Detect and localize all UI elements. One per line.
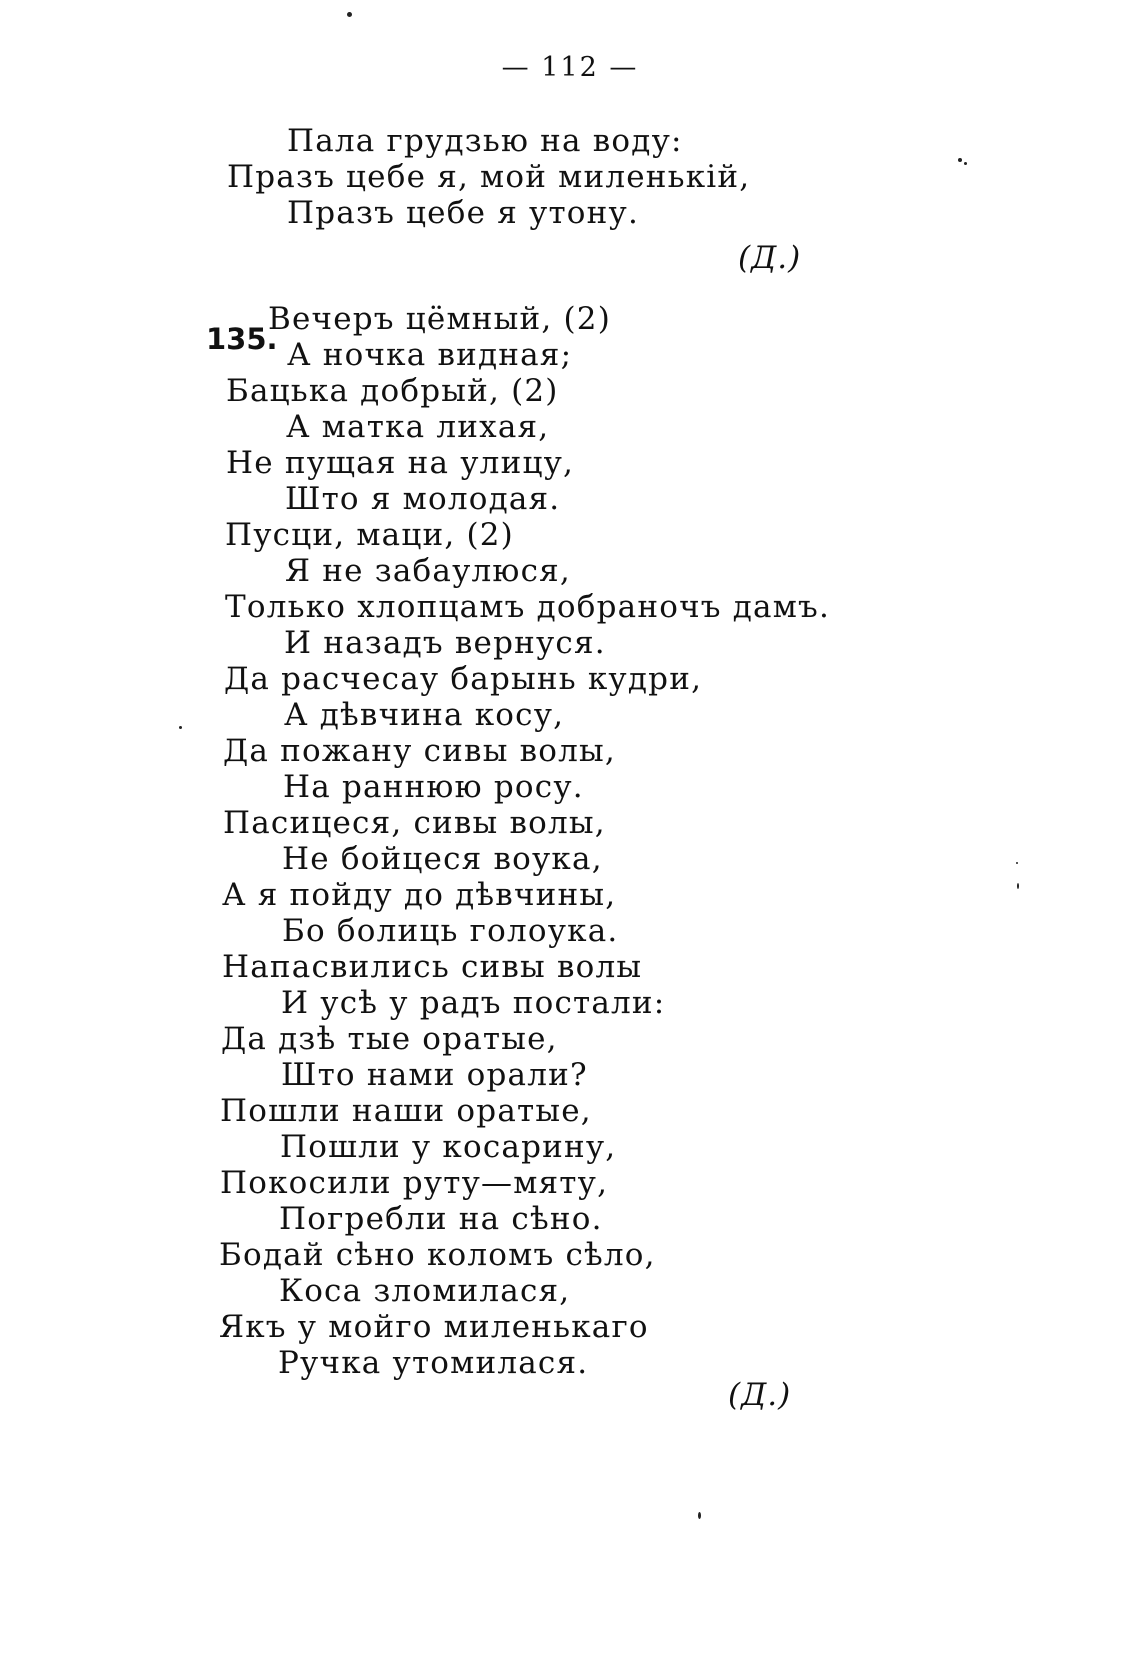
verse-line: А матка лихая, [286, 409, 550, 445]
poem-number: 135. [206, 322, 278, 356]
scan-speck [179, 726, 182, 729]
verse-line: Да пожану сивы волы, [223, 733, 616, 769]
verse-line: А ночка видная; [287, 337, 573, 373]
verse-line: Погребли на сѣно. [279, 1201, 603, 1237]
verse-line: А дѣвчина косу, [284, 697, 565, 733]
verse-line: Пошли наши оратые, [220, 1093, 592, 1129]
verse-line: Только хлопцамъ добраночъ дамъ. [225, 589, 831, 625]
scan-speck [698, 1512, 701, 1519]
verse-line: Я не забаулюся, [285, 553, 571, 589]
verse-line: Што я молодая. [285, 481, 561, 517]
verse-line: Коса зломилася, [279, 1273, 571, 1309]
scan-speck [347, 12, 352, 17]
scan-speck [964, 162, 967, 165]
verse-line: Пасицеся, сивы волы, [223, 805, 606, 841]
verse-line: Не бойцеся воука, [282, 841, 603, 877]
verse-line: Бацька добрый, (2) [226, 373, 559, 409]
verse-line: И усѣ у радъ постали: [281, 985, 666, 1021]
verse-line: Вечеръ цёмный, (2) [268, 301, 611, 337]
verse-line: А я пойду до дѣвчины, [222, 877, 617, 913]
scan-speck [958, 158, 962, 162]
attribution: (Д.) [728, 1377, 792, 1413]
verse-line: Бодай сѣно коломъ сѣло, [219, 1237, 656, 1273]
verse-line: Бо болиць голоука. [282, 913, 619, 949]
verse-line: И назадъ вернуся. [284, 625, 606, 661]
verse-line: Пала грудзью на воду: [287, 123, 683, 159]
verse-line: Што нами орали? [281, 1057, 588, 1093]
verse-line: На раннюю росу. [283, 769, 584, 805]
page-number: — 112 — [501, 52, 639, 83]
attribution: (Д.) [738, 240, 802, 276]
scan-speck [1017, 883, 1019, 889]
verse-line: Напасвились сивы волы [222, 949, 643, 985]
verse-line: Пусци, маци, (2) [225, 517, 514, 553]
verse-line: Да расчесау барынь кудри, [224, 661, 703, 697]
verse-line: Празъ цебе я утону. [287, 195, 640, 231]
verse-line: Ручка утомилася. [278, 1345, 589, 1381]
verse-line: Празъ цебе я, мой миленькій, [227, 159, 751, 195]
verse-line: Покосили руту—мяту, [220, 1165, 609, 1201]
verse-line: Да дзѣ тые оратые, [221, 1021, 558, 1057]
verse-line: Якъ у мойго миленькаго [219, 1309, 649, 1345]
scan-speck [1016, 862, 1018, 864]
verse-line: Пошли у косарину, [280, 1129, 617, 1165]
verse-line: Не пущая на улицу, [226, 445, 575, 481]
